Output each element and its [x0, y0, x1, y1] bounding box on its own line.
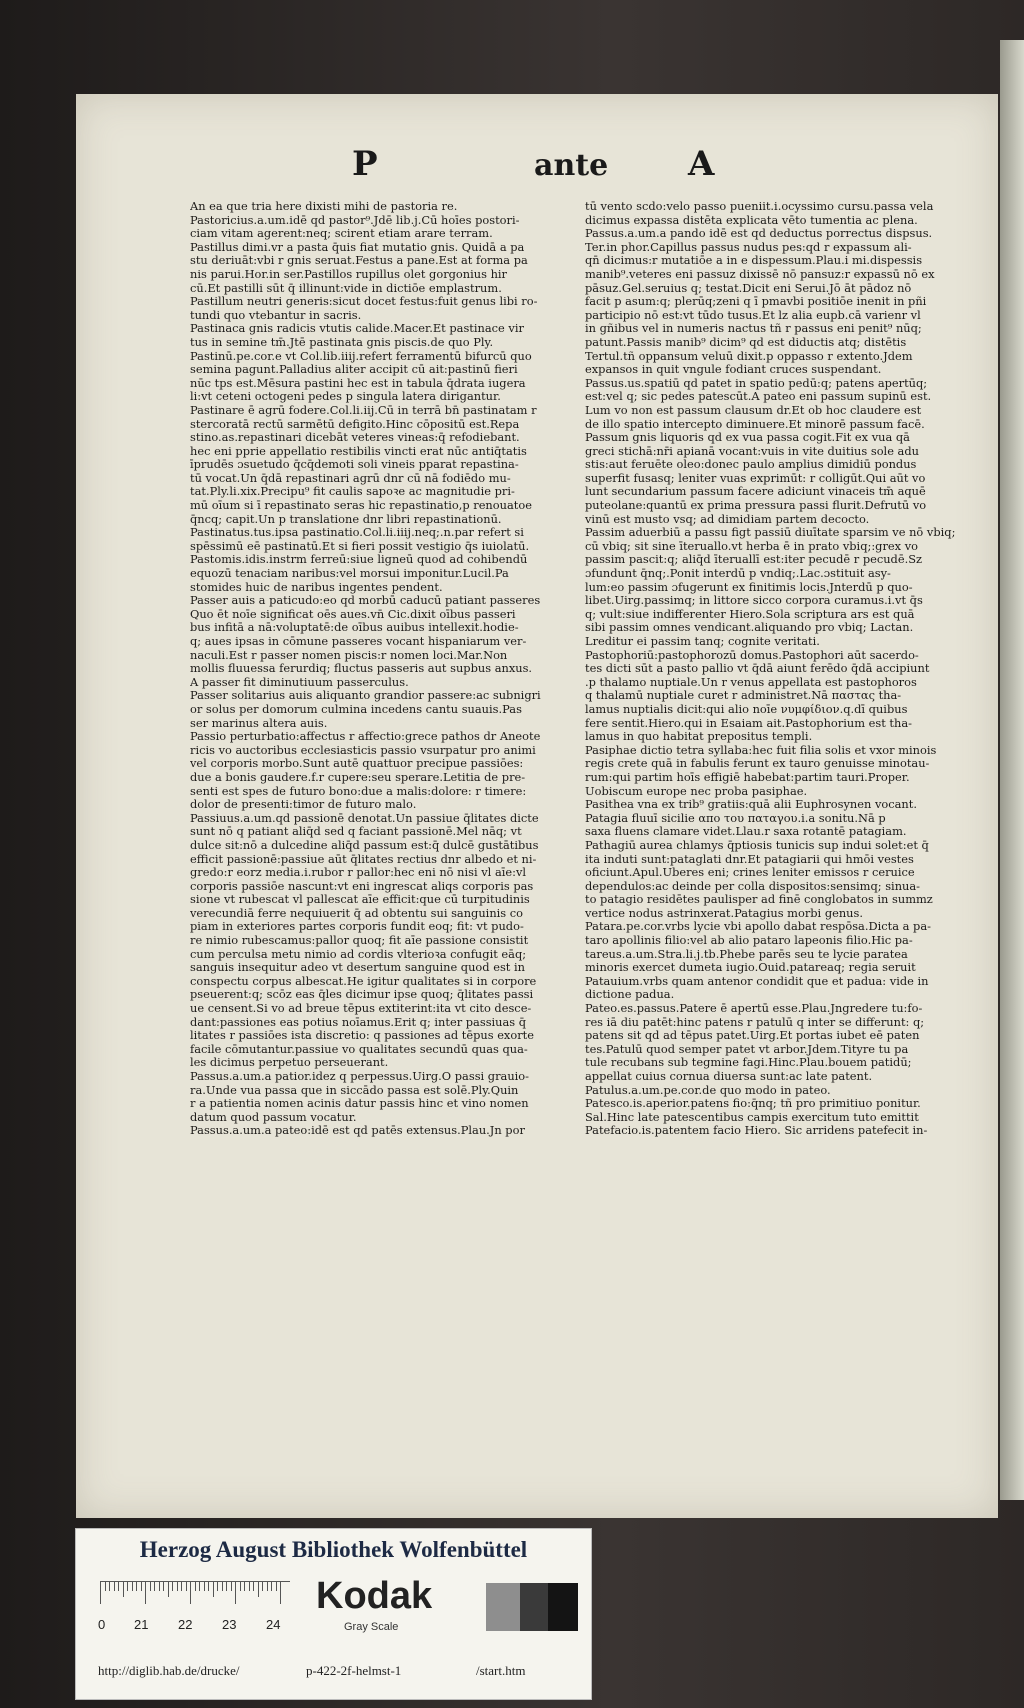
- header-letter-right: A: [688, 144, 715, 184]
- ruler-label: 22: [178, 1617, 193, 1632]
- text-line: manib⁹.veteres eni passuz dixissē nō pansuz:r expassū nō ex: [585, 266, 935, 281]
- text-line: tus in semine tm̄.Jtē pastinata gnis piscis.de quo Ply.: [190, 334, 494, 349]
- ruler-tick: [213, 1582, 214, 1597]
- text-line: tundi quo vtebantur in sacris.: [190, 307, 362, 322]
- ruler-tick: [163, 1582, 164, 1591]
- ruler-tick: [154, 1582, 155, 1591]
- page-header: [76, 144, 998, 184]
- text-line: Pastoricius.a.um.idē qd pastor⁹.Jdē lib.j.Cū hoīes postori-: [190, 212, 520, 227]
- text-line: lamus nuptialis dicit:qui alio noīe νυμφίδιον.q.dī quibus: [585, 701, 908, 716]
- text-line: Patefacio.is.patentem facio Hiero. Sic arridens patefecit in-: [585, 1123, 928, 1138]
- gray-scale-label: Gray Scale: [344, 1621, 399, 1633]
- text-line: spēssimū eē pastinatū.Et si fieri possit vestigio q̄s iuiolatū.: [190, 538, 530, 553]
- ruler-tick: [100, 1582, 101, 1604]
- text-line: stomides huic de naribus ingentes pendent.: [190, 579, 443, 594]
- text-line: tat.Ply.li.xix.Precipu⁹ fit caulis sapoꝛe ac magnitudie pri-: [190, 484, 515, 499]
- text-line: bus infitā a nā:voluptatē:de oībus auibus intellexit.hodie-: [190, 620, 519, 635]
- text-line: īprudēs ɔsuetudo q̄cq̄demoti soli vineis pparat repastina-: [190, 457, 519, 472]
- ruler-label: 24: [266, 1617, 281, 1632]
- ruler-tick: [109, 1582, 110, 1591]
- ruler-tick: [267, 1582, 268, 1591]
- text-line: Pastomis.idis.instrm ferreū:siue ligneū quod ad cohibendū: [190, 552, 528, 567]
- text-line: tareus.a.um.Stra.li.j.tb.Phebe parēs seu te lycie paratea: [585, 946, 908, 961]
- text-line: Pastinatus.tus.ipsa pastinatio.Col.li.iiij.neq;.n.par refert si: [190, 525, 524, 540]
- text-line: dicimus expassa distēta explicata vēto tumentia ac plena.: [585, 212, 918, 227]
- ruler-label: 0: [98, 1617, 106, 1632]
- text-line: expansos in quit vngule fodiant cruces suspendant.: [585, 362, 882, 377]
- ruler-tick: [271, 1582, 272, 1591]
- text-line: Quo ēt noīe significat oēs aues.vn̄ Cic.dixit oībus passeri: [190, 606, 516, 621]
- text-line: ue censent.Si vo ad breue tēpus extiterint:ita vt cito desce-: [190, 1001, 532, 1016]
- text-line: res iā diu patēt:hinc patens r patulū q inter se differunt: q;: [585, 1014, 925, 1029]
- text-line: ser marinus altera auis.: [190, 715, 328, 730]
- text-line: taro apollinis filio:vel ab alio pataro lapeonis filio.Hic pa-: [585, 933, 913, 948]
- text-line: Passer auis a paticudo:eo qd morbū caducū patiant passeres: [190, 593, 541, 608]
- text-line: stercoratā rectū sarmētū defigito.Hinc cōpositū est.Repa: [190, 416, 520, 431]
- text-line: fere sentit.Hiero.qui in Esaiam ait.Pastophorium est tha-: [585, 715, 912, 730]
- ruler-tick: [280, 1582, 281, 1604]
- text-line: sibi passim omnes vendicant.aliquando pro vbiq; Lactan.: [585, 620, 914, 635]
- text-line: cum perculsa metu nimio ad cordis vlterioꝛa confugit eāq;: [190, 946, 527, 961]
- text-line: equozū tenaciam naribus:vel morsui imponitur.Lucil.Pa: [190, 566, 509, 581]
- header-letter-left: P: [352, 144, 378, 184]
- text-line: Ter.in phor.Capillus passus nudus pes:qd r expassum ali-: [585, 239, 912, 254]
- text-line: r a patientia nomen acinis datur passis hinc et vino nomen: [190, 1096, 529, 1111]
- text-line: li:vt ceteni octogeni pedes p singula latera dirigantur.: [190, 389, 501, 404]
- gray-swatch: [520, 1583, 548, 1631]
- text-line: conspectu corpus albescat.He igitur qualitates si in corpore: [190, 973, 537, 988]
- ruler-tick: [226, 1582, 227, 1591]
- ruler-tick: [172, 1582, 173, 1591]
- text-line: dant:passiones eas potius noīamus.Erit q; inter passiuas q̄: [190, 1014, 527, 1029]
- text-line: stis:aut feruēte oleo:donec paulo amplius dimidiū pondus: [585, 457, 917, 472]
- text-line: participio nō est:vt tūdo tusus.Et lz alia eupb.cā varienr vl: [585, 307, 921, 322]
- text-line: cū vbiq; sit sine īteruallo.vt herba ē in prato vbiq;:grex vo: [585, 538, 918, 553]
- text-line: vertice nodus astrinxerat.Patagius morbi genus.: [585, 905, 863, 920]
- ruler-tick: [132, 1582, 133, 1591]
- book-page: [76, 94, 998, 1518]
- ruler-tick: [136, 1582, 137, 1591]
- gray-swatch: [486, 1583, 520, 1631]
- ruler-tick: [276, 1582, 277, 1591]
- text-line: regis crete quā in fabulis ferunt ex tauro genuisse minotau-: [585, 756, 930, 771]
- ruler-label: 23: [222, 1617, 237, 1632]
- ruler-tick: [181, 1582, 182, 1591]
- ruler-tick: [123, 1582, 124, 1597]
- ruler-tick: [141, 1582, 142, 1591]
- text-line: Passim aduerbiū a passu figt passiū diuītate sparsim ve nō vbiq;: [585, 525, 956, 540]
- ruler-tick: [190, 1582, 191, 1604]
- text-line: lunt secundarium passum facere adiciunt vinaceis tm̄ aquē: [585, 484, 926, 499]
- shelfmark: p-422-2f-helmst-1: [306, 1663, 402, 1678]
- text-line: stino.as.repastinari dicebāt veteres vineas:q̄ refodiebant.: [190, 430, 520, 445]
- ruler-tick: [145, 1582, 146, 1604]
- text-line: qn̄ dicimus:r mutatiōe a in e dispessum.Plau.i mi.dispessis: [585, 253, 923, 268]
- text-line: vel corporis morbo.Sunt autē quattuor precipue passiōes:: [190, 756, 524, 771]
- text-line: rum:qui partim hoīs effigiē habebat:partim tauri.Proper.: [585, 769, 910, 784]
- text-line: Passus.a.um.a pando idē est qd deductus porrectus dispsus.: [585, 226, 933, 241]
- text-line: or solus per domorum culmina incedens cantu suauis.Pas: [190, 701, 522, 716]
- text-line: Uobiscum europe nec proba pasiphae.: [585, 783, 808, 798]
- text-line: re nimio rubescamus:pallor quoq; fit aīe passione consistit: [190, 933, 529, 948]
- ruler-tick: [231, 1582, 232, 1591]
- text-line: dulce sit:nō a dulcedine aliq̄d passum est:q̄ dulcē gustātibus: [190, 837, 539, 852]
- text-line: ita induti sunt:pataglati dnr.Et patagiarii qui hmōi vestes: [585, 851, 914, 866]
- text-line: sunt nō q patiant aliq̄d sed q faciant passionē.Mel nāq; vt: [190, 824, 522, 839]
- ruler-tick: [159, 1582, 160, 1591]
- text-line: Patagia fluuī sicilie απο του παταγου.i.a sonitu.Nā p: [585, 810, 886, 825]
- text-line: datum quod passum vocatur.: [190, 1109, 357, 1124]
- text-line: due a bonis gaudere.f.r cupere:seu sperare.Letitia de pre-: [190, 769, 526, 784]
- text-line: libet.Uirg.passimq; in littore sicco corpora curamus.i.vt q̄s: [585, 593, 923, 608]
- ruler-tick: [168, 1582, 169, 1597]
- text-line: Patulus.a.um.pe.cor.de quo modo in pateo.: [585, 1082, 831, 1097]
- text-line: Passio perturbatio:affectus r affectio:grece pathos dr Aneote: [190, 729, 541, 744]
- ruler-tick: [195, 1582, 196, 1591]
- text-line: pāsuz.Gel.seruius q; testat.Dicit eni Serui.Jō āt pādoz nō: [585, 280, 912, 295]
- text-line: Pastillus dimi.vr a pasta q̄uis fiat mutatio gnis. Quidā a pa: [190, 239, 525, 254]
- text-columns: [190, 200, 960, 1450]
- text-line: in gñibus vel in numeris nactus tñ r passus eni penit⁹ nūq;: [585, 321, 922, 336]
- ruler-label: 21: [134, 1617, 149, 1632]
- text-line: Patauium.vrbs quam antenor condidit que et padua: vide in: [585, 973, 929, 988]
- text-line: q thalamū nuptiale curet r administret.Nā παστας tha-: [585, 688, 902, 703]
- text-line: to patagio residētes paulisper ad finē conglobatos in summz: [585, 892, 933, 907]
- text-line: dictione padua.: [585, 987, 675, 1002]
- text-line: tule recubans sub tegmine fagi.Hinc.Plau.bouem patidū;: [585, 1055, 912, 1070]
- text-line: patens sit qd ad tēpus patet.Uirg.Et portas iubet eē paten: [585, 1028, 920, 1043]
- text-line: mū oīum si ī repastinato seras hic repastinatio,p renouatoe: [190, 498, 532, 513]
- ruler-tick: [118, 1582, 119, 1591]
- text-line: dolor de presenti:timor de futuro malo.: [190, 797, 417, 812]
- ruler-tick: [222, 1582, 223, 1591]
- text-line: ɔfundunt q̄nq;.Ponit interdū p vndiq;.Lac.ɔstituit asy-: [585, 566, 891, 581]
- text-line: sanguis insequitur adeo vt desertum sanguine quod est in: [190, 960, 525, 975]
- text-line: Passus.a.um.a pateo:idē est qd patēs extensus.Plau.Jn por: [190, 1123, 525, 1138]
- text-line: facile cōmutantur.passiue vo qualitates secundū quas qua-: [190, 1041, 528, 1056]
- text-line: sione vt rubescat vl pallescat aīe efficit:que cū turpitudinis: [190, 892, 530, 907]
- text-line: Passer solitarius auis aliquanto grandior passere:ac subnigri: [190, 688, 541, 703]
- text-line: puteolane:quantū ex prima pressura passi flurit.Defrutū vo: [585, 498, 927, 513]
- text-line: senti est spes de futuro bono:due a malis:dolore: r timere:: [190, 783, 527, 798]
- text-line: Patara.pe.cor.vrbs lycie vbi apollo dabat respōsa.Dicta a pa-: [585, 919, 931, 934]
- ruler-tick: [199, 1582, 200, 1591]
- text-line: An ea que tria here dixisti mihi de pastoria re.: [190, 200, 458, 213]
- library-url: http://diglib.hab.de/drucke/: [98, 1663, 240, 1678]
- text-line: tū vento scdo:velo passo pueniit.i.ocyssimo cursu.passa vela: [585, 200, 934, 213]
- text-line: Lum vo non est passum clausum dr.Et ob hoc claudere est: [585, 402, 922, 417]
- ruler-tick: [150, 1582, 151, 1591]
- ruler-tick: [114, 1582, 115, 1591]
- text-line: piam in exteriores partes corporis fundit eoq; fit: vt pudo-: [190, 919, 524, 934]
- text-line: q; aues ipsas in cōmune passeres vocant hispaniarum ver-: [190, 634, 527, 648]
- text-line: de illo spatio intercepto diminuere.Et minorē passum facē.: [585, 416, 925, 431]
- start-link: /start.htm: [476, 1663, 526, 1678]
- ruler-tick: [240, 1582, 241, 1591]
- text-line: ra.Unde vua passa que in siccādo passa est solē.Ply.Quin: [190, 1082, 519, 1097]
- text-line: Pastinare ē agrū fodere.Col.li.iij.Cū in terrā bn̄ pastinatam r: [190, 402, 537, 417]
- ruler-tick: [235, 1582, 236, 1604]
- text-line: passim pascit:q; aliq̄d īteruallī est:iter pecudē r pecudē.Sz: [585, 552, 923, 567]
- text-line: Pastinaca gnis radicis vtutis calide.Macer.Et pastinace vir: [190, 321, 524, 336]
- adjacent-page-edge: [1000, 40, 1024, 1500]
- text-line: Pastillum neutri generis:sicut docet festus:fuit genus libi ro-: [190, 294, 538, 309]
- text-line: ricis vo auctoribus ecclesiasticis passio vsurpatur pro animi: [190, 742, 536, 757]
- text-line: verecundiā ferre nequiuerit q̄ ad obtentu sui sanguinis co: [190, 905, 524, 920]
- text-line: tes dicti sūt a pasto pallio vt q̄dā aiunt ferēdo q̄dā accipiunt: [585, 661, 930, 676]
- text-line: Pathagiū aurea chlamys q̄ptiosis tunicis sup indui solet:et q̄: [585, 837, 929, 852]
- text-line: cū.Et pastilli sūt q̄ illinunt:vide in dictiōe emplastrum.: [190, 280, 502, 295]
- text-line: litates r passiōes ista discretio: q passiones ad tēpus exorte: [190, 1028, 534, 1043]
- ruler-tick: [177, 1582, 178, 1591]
- text-line: minoris exercet dumeta iugio.Ouid.patareaq; regia seruit: [585, 960, 916, 975]
- text-line: lamus in quo habitat prepositus templi.: [585, 729, 813, 744]
- text-line: hec eni pprie appellatio restibilis vincti erat nūc antiq̄tatis: [190, 443, 527, 458]
- text-line: Passus.us.spatiū qd patet in spatio pedū:q; patens apertūq;: [585, 375, 928, 390]
- text-line: facit p asum:q; plerūq;zeni q ī pmavbi positiōe inenit in pñi: [585, 294, 927, 309]
- text-line: saxa fluens clamare videt.Llau.r saxa rotantē patagiam.: [585, 824, 907, 839]
- text-line: dependulos:ac deinde per colla dispositos:sensimq; sinua-: [585, 878, 921, 893]
- left-column: [190, 200, 565, 1450]
- reference-card: [75, 1528, 592, 1700]
- text-line: greci stichā:nr̄i apianā vocant:vuis in vite duitius sole adu: [585, 443, 919, 458]
- text-line: lum:eo passim ɔfugerunt ex finitimis locis.Jnterdū p quo-: [585, 579, 913, 594]
- text-line: .p thalamo nuptiale.Un r venus appellata est pastophoros: [585, 674, 917, 689]
- text-line: appellat cuius cornua diuersa sunt:ac late patent.: [585, 1069, 873, 1083]
- text-line: mollis fluuessa ferurdiq; fluctus passeris aut supbus anxus.: [190, 661, 533, 676]
- text-line: est:vel q; sic pedes patescūt.A pateo eni passum supinū est.: [585, 389, 932, 404]
- text-line: corporis passiōe nascunt:vt eni ingrescat aliqs corporis pas: [190, 878, 534, 893]
- text-line: Pateo.es.passus.Patere ē apertū esse.Plau.Jngredere tu:fo-: [585, 1001, 923, 1016]
- text-line: Sal.Hinc late patescentibus campis exercitum tuto emittit: [585, 1109, 919, 1124]
- ruler-tick: [204, 1582, 205, 1591]
- text-line: stu deriuāt:vbi r gnis seruat.Festus a pane.Est at forma pa: [190, 253, 528, 268]
- text-line: les dicimus perpetuo perseuerant.: [190, 1055, 389, 1070]
- text-line: ciam vitam agerent:neq; scirent etiam arare terram.: [190, 226, 493, 241]
- text-line: gredo:r eorz media.i.rubor r pallor:hec eni nō nisi vl aīe:vl: [190, 865, 527, 880]
- text-line: q̄ncq; capit.Un p translatione dnr libri repastinationū.: [190, 511, 502, 526]
- text-line: patunt.Passis manib⁹ dicim⁹ qd est diductis atq; distētis: [585, 334, 907, 349]
- measurement-ruler: [100, 1581, 290, 1616]
- text-line: Patesco.is.aperior.patens fio:q̄nq; tñ pro primitiuo ponitur.: [585, 1096, 921, 1111]
- ruler-tick: [244, 1582, 245, 1591]
- text-line: Passiuus.a.um.qd passionē denotat.Un passiue q̄litates dicte: [190, 810, 539, 825]
- header-word: ante: [534, 148, 609, 183]
- ruler-tick: [217, 1582, 218, 1591]
- text-line: q; vult:siue indifferenter Hiero.Sola scriptura ars est quā: [585, 606, 915, 621]
- text-line: oficiunt.Apul.Uberes eni; crines leniter emissos r ceruice: [585, 865, 915, 880]
- text-line: efficit passionē:passiue aūt q̄litates rectius dnr albedo et ni-: [190, 851, 537, 866]
- text-line: Pastophoriū:pastophorozū domus.Pastophori aūt sacerdo-: [585, 647, 919, 662]
- gray-swatch: [548, 1583, 578, 1631]
- text-line: vinū est musto vsq; ad dimidiam partem decocto.: [585, 511, 870, 526]
- text-line: tes.Patulū quod semper patet vt arbor.Jdem.Tityre tu pa: [585, 1041, 909, 1056]
- text-line: Pasithea vna ex trib⁹ gratiis:quā alii Euphrosynen vocant.: [585, 797, 917, 812]
- ruler-tick: [262, 1582, 263, 1591]
- text-line: Passus.a.um.a patior.idez q perpessus.Uirg.O passi grauio-: [190, 1069, 530, 1083]
- text-line: Pastinū.pe.cor.e vt Col.lib.iiij.refert ferramentū bifurcū quo: [190, 348, 532, 363]
- ruler-tick: [253, 1582, 254, 1591]
- right-column: [585, 200, 960, 1450]
- library-title: Herzog August Bibliothek Wolfenbüttel: [139, 1537, 528, 1562]
- text-line: nis parui.Hor.in ser.Pastillos rupillus olet gorgonius hir: [190, 266, 507, 281]
- text-line: tū vocat.Un q̄dā repastinari agrū dnr cū nā fodiēdo mu-: [190, 470, 511, 485]
- text-line: superfit fusasq; leniter vuas exprimūt: r colligūt.Qui aūt vo: [585, 470, 926, 485]
- text-line: A passer fit diminutiuum passerculus.: [190, 674, 409, 689]
- text-line: semina pagunt.Palladius aliter accipit cū ait:pastinū fieri: [190, 362, 518, 377]
- ruler-tick: [208, 1582, 209, 1591]
- text-line: Pasiphae dictio tetra syllaba:hec fuit filia solis et vxor minois: [585, 742, 937, 757]
- kodak-logo: Kodak: [316, 1575, 433, 1617]
- ruler-tick: [186, 1582, 187, 1591]
- text-line: nūc tps est.Mēsura pastini hec est in tabula q̄drata iugera: [190, 375, 526, 390]
- ruler-labels: [100, 1617, 290, 1633]
- text-line: Passum gnis liquoris qd ex vua passa cogit.Fit ex vua qā: [585, 430, 910, 445]
- ruler-tick: [127, 1582, 128, 1591]
- ruler-tick: [105, 1582, 106, 1591]
- text-line: Lreditur ei passim tanq; cognite veritati.: [585, 634, 820, 648]
- ruler-tick: [249, 1582, 250, 1591]
- ruler-tick: [258, 1582, 259, 1597]
- text-line: Tertul.tñ oppansum veluū dixit.p oppasso r extento.Jdem: [585, 348, 913, 363]
- text-line: naculi.Est r passer nomen piscis:r nomen loci.Mar.Non: [190, 647, 508, 662]
- text-line: pseuerent:q; scōz eas q̄les dicimur ipse quoq; q̄litates passi: [190, 987, 534, 1002]
